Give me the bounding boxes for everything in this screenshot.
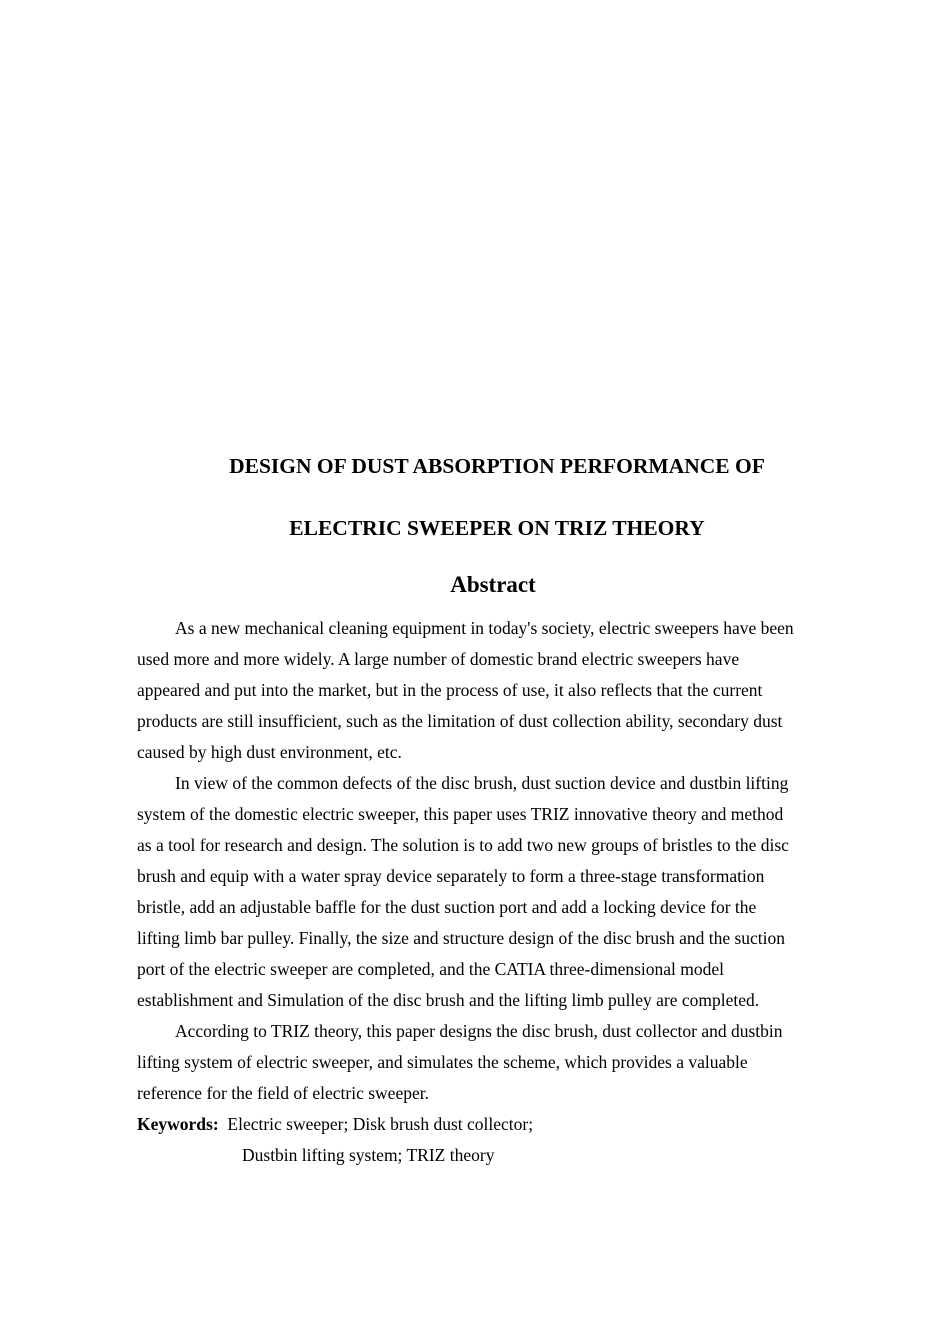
paragraph-line: products are still insufficient, such as the limitation of dust collection ability, secondary dust xyxy=(137,711,783,731)
paragraph-line: caused by high dust environment, etc. xyxy=(137,742,402,762)
keywords-text-2: Dustbin lifting system; TRIZ theory xyxy=(242,1145,495,1165)
paragraph-line: system of the domestic electric sweeper, this paper uses TRIZ innovative theory and method xyxy=(137,804,784,824)
abstract-paragraph-3 xyxy=(137,1016,862,1109)
title-line-2: ELECTRIC SWEEPER ON TRIZ THEORY xyxy=(289,516,705,540)
abstract-heading: Abstract xyxy=(450,572,536,597)
abstract-paragraph-1 xyxy=(137,613,862,768)
paragraph-line: lifting limb bar pulley. Finally, the size and structure design of the disc brush and the suction xyxy=(137,928,786,948)
title-line-1: DESIGN OF DUST ABSORPTION PERFORMANCE OF xyxy=(229,454,765,478)
paragraph-line: In view of the common defects of the disc brush, dust suction device and dustbin lifting xyxy=(175,773,789,793)
paragraph-line: As a new mechanical cleaning equipment in today's society, electric sweepers have been xyxy=(175,618,794,638)
paragraph-line: appeared and put into the market, but in the process of use, it also reflects that the current xyxy=(137,680,763,700)
paragraph-line: establishment and Simulation of the disc brush and the lifting limb pulley are completed. xyxy=(137,990,760,1010)
paragraph-line: According to TRIZ theory, this paper designs the disc brush, dust collector and dustbin xyxy=(175,1021,783,1041)
paragraph-line: bristle, add an adjustable baffle for the dust suction port and add a locking device for the xyxy=(137,897,757,917)
paragraph-line: port of the electric sweeper are completed, and the CATIA three-dimensional model xyxy=(137,959,725,979)
abstract-body xyxy=(137,613,862,1109)
keywords-line xyxy=(137,1109,533,1140)
paragraph-line: used more and more widely. A large number of domestic brand electric sweepers have xyxy=(137,649,740,669)
keywords-text-1: Electric sweeper; Disk brush dust collector; xyxy=(227,1114,534,1134)
paragraph-line: brush and equip with a water spray device separately to form a three-stage transformation xyxy=(137,866,765,886)
keywords-label: Keywords: xyxy=(137,1114,219,1134)
paragraph-line: reference for the field of electric sweeper. xyxy=(137,1083,429,1103)
paragraph-line: lifting system of electric sweeper, and simulates the scheme, which provides a valuable xyxy=(137,1052,748,1072)
paragraph-line: as a tool for research and design. The solution is to add two new groups of bristles to the disc xyxy=(137,835,789,855)
abstract-paragraph-2 xyxy=(137,768,862,1016)
